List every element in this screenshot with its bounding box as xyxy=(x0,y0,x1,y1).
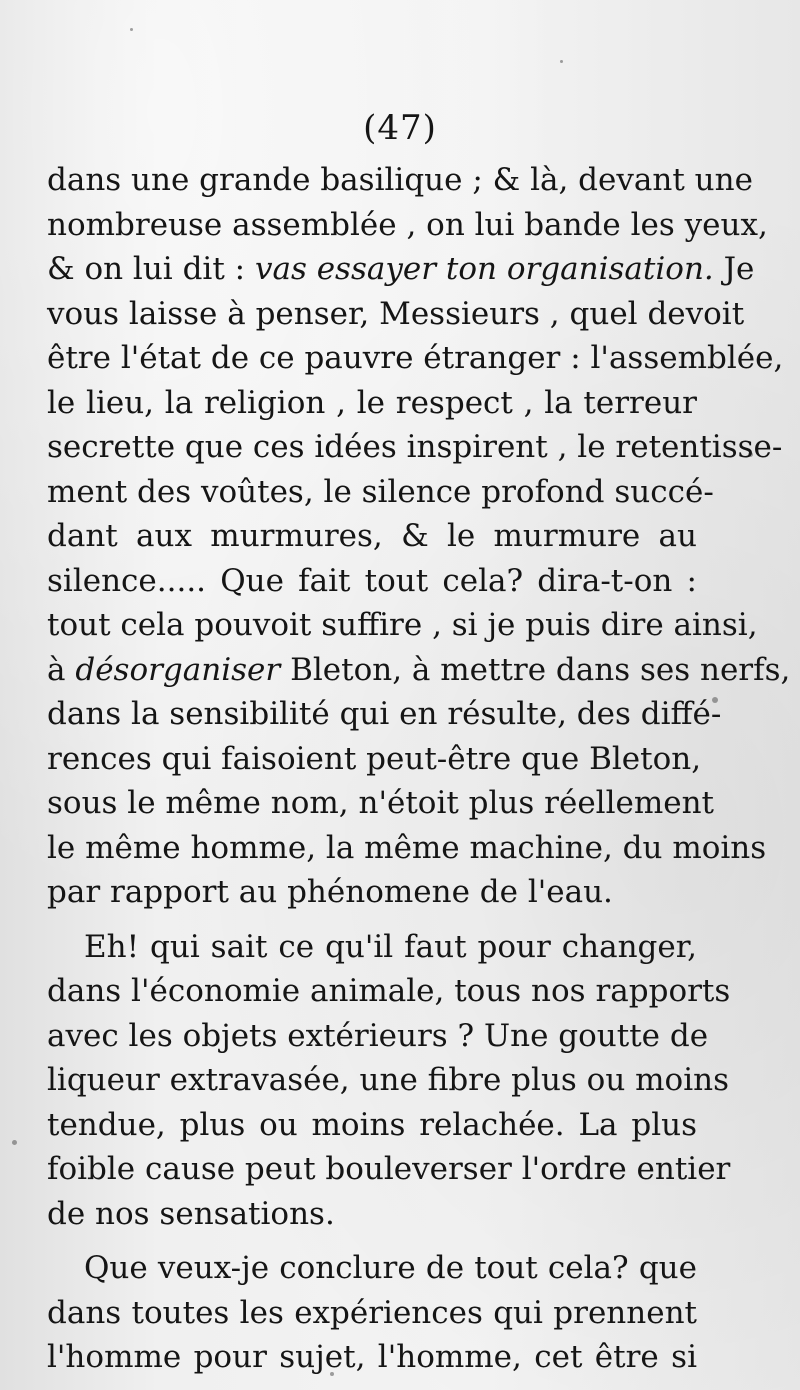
text-line xyxy=(47,203,768,248)
text-line xyxy=(47,1103,697,1148)
text-line xyxy=(47,425,783,470)
text-run: sous le même nom, n'étoit plus réellement xyxy=(47,785,714,821)
paragraph-gap xyxy=(47,1236,697,1246)
italic-text: désorganiser xyxy=(75,651,281,688)
text-line xyxy=(47,870,697,915)
text-run: à xyxy=(47,651,76,688)
italic-text: vas essayer ton organisation. xyxy=(254,251,714,287)
text-line xyxy=(47,1246,697,1291)
text-run: dans une grande basilique ; & là, devant une xyxy=(47,162,753,198)
text-line xyxy=(47,1192,697,1237)
text-run: liqueur extravasée, une fibre plus ou moins xyxy=(47,1062,729,1098)
text-line xyxy=(47,1335,697,1380)
text-line xyxy=(47,559,697,604)
ink-speck xyxy=(560,60,563,63)
text-line xyxy=(47,737,702,782)
text-line xyxy=(47,648,791,693)
text-run: avec les objets extérieurs ? Une goutte de xyxy=(47,1017,709,1054)
text-run: dans la sensibilité qui en résulte, des diffé- xyxy=(47,696,722,732)
text-line xyxy=(47,470,714,515)
text-line xyxy=(47,1147,731,1192)
text-line xyxy=(47,781,714,826)
text-run: être l'état de ce pauvre étranger : l'assemblée, xyxy=(47,340,784,376)
text-run: tendue, plus ou moins relachée. La plus xyxy=(47,1106,697,1143)
paragraph xyxy=(47,925,731,1237)
text-line xyxy=(47,603,758,648)
text-run: rences qui faisoient peut-être que Bleton, xyxy=(47,740,702,777)
text-run: silence..... Que fait tout cela? dira-t-on : xyxy=(47,562,697,599)
text-run: le lieu, la religion , le respect , la terreur xyxy=(47,384,697,421)
text-line xyxy=(47,1058,729,1103)
text-run: dant aux murmures, & le murmure au xyxy=(47,518,697,554)
paragraph-gap xyxy=(47,915,697,925)
text-run: le même homme, la même machine, du moins xyxy=(47,829,767,866)
text-run: Je xyxy=(713,251,755,287)
text-run: dans l'économie animale, tous nos rapports xyxy=(47,973,731,1009)
text-run: de nos sensations. xyxy=(47,1195,335,1232)
text-run: foible cause peut bouleverser l'ordre entier xyxy=(47,1151,731,1187)
text-run: secrette que ces idées inspirent , le retentisse- xyxy=(47,429,783,465)
text-line xyxy=(47,158,753,203)
text-line xyxy=(47,969,731,1014)
text-run: ment des voûtes, le silence profond succé- xyxy=(47,473,714,510)
text-line xyxy=(47,826,767,871)
text-run: & on lui dit : xyxy=(47,251,255,287)
text-line xyxy=(47,336,784,381)
ink-speck xyxy=(12,1140,17,1145)
paragraph xyxy=(47,1246,697,1380)
text-line xyxy=(47,381,697,426)
paragraph xyxy=(47,158,791,915)
text-run: tout cela pouvoit suffire , si je puis dire ainsi, xyxy=(47,607,758,643)
text-line xyxy=(47,292,745,337)
text-run: l'homme pour sujet, l'homme, cet être si xyxy=(47,1339,697,1375)
text-run: dans toutes les expériences qui prennent xyxy=(47,1294,697,1331)
body-text xyxy=(47,158,791,1380)
text-line xyxy=(47,692,722,737)
text-run: par rapport au phénomene de l'eau. xyxy=(47,874,613,910)
text-line xyxy=(47,1291,697,1336)
text-run: nombreuse assemblée , on lui bande les yeux, xyxy=(47,206,768,243)
text-run: Bleton, à mettre dans ses nerfs, xyxy=(280,651,791,688)
page-number: (47) xyxy=(363,108,437,148)
text-run: Eh! qui sait ce qu'il faut pour changer, xyxy=(84,928,697,965)
text-line xyxy=(47,247,755,292)
text-line xyxy=(47,514,697,559)
text-run: Que veux-je conclure de tout cela? que xyxy=(84,1250,697,1286)
text-line xyxy=(47,925,697,970)
text-run: vous laisse à penser, Messieurs , quel devoit xyxy=(47,295,745,332)
text-line xyxy=(47,1014,709,1059)
ink-speck xyxy=(130,28,133,31)
